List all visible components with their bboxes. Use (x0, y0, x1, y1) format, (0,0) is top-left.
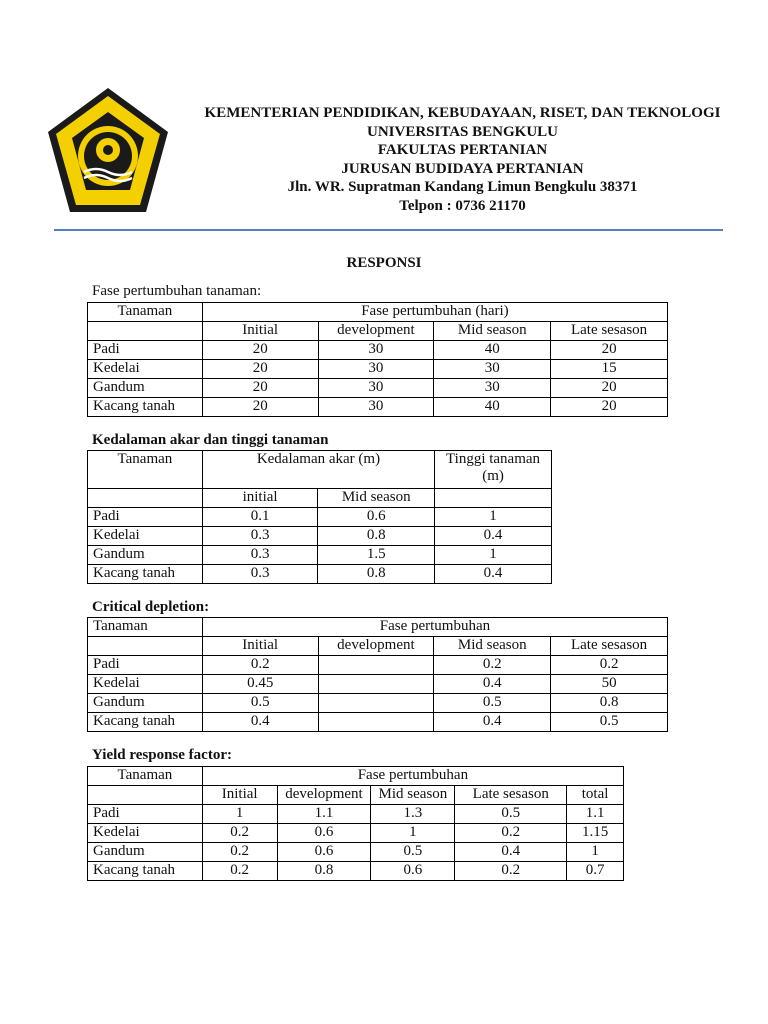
group-header: Fase pertumbuhan (202, 767, 623, 786)
crop-name: Kedelai (88, 360, 203, 379)
column-header: Tanaman (88, 303, 203, 322)
table-cell: 1 (202, 805, 277, 824)
group-header: Fase pertumbuhan (202, 618, 667, 637)
table-cell: 0.4 (202, 713, 318, 732)
table-cell: 0.4 (435, 565, 552, 584)
table-cell: 0.2 (455, 824, 567, 843)
table-cell: 0.6 (371, 862, 455, 881)
table-cell: 0.5 (551, 713, 668, 732)
group-header: Kedalaman akar (m) (202, 451, 434, 489)
table-cell: 0.2 (202, 862, 277, 881)
crop-name: Kedelai (88, 675, 203, 694)
sub-header: development (277, 786, 371, 805)
sub-header: Late sesason (551, 637, 668, 656)
phone: Telpon : 0736 21170 (399, 197, 526, 214)
table-row (88, 862, 624, 881)
table-cell: 1 (435, 508, 552, 527)
crop-name: Padi (88, 656, 203, 675)
table-cell: 0.2 (434, 656, 551, 675)
height-header-line2: (m) (482, 468, 504, 484)
table-cell: 0.4 (434, 675, 551, 694)
table-row (88, 713, 668, 732)
table-cell: 0.2 (202, 843, 277, 862)
university-logo (44, 86, 172, 220)
table1-title: Fase pertumbuhan tanaman: (92, 283, 262, 299)
crop-name: Padi (88, 341, 203, 360)
table-cell: 0.6 (277, 843, 371, 862)
address: Jln. WR. Supratman Kandang Limun Bengkulu 38371 (287, 179, 638, 196)
sub-header: total (567, 786, 624, 805)
table-cell (318, 675, 434, 694)
table-cell: 40 (434, 341, 551, 360)
table-cell: 0.3 (202, 546, 318, 565)
table-cell: 30 (318, 379, 434, 398)
crop-name: Kedelai (88, 527, 203, 546)
table-row (88, 379, 668, 398)
growth-phase-table (87, 302, 668, 417)
empty-cell (435, 489, 552, 508)
sub-header: Initial (202, 786, 277, 805)
table-row (88, 565, 552, 584)
table-cell: 30 (318, 360, 434, 379)
table-row (88, 637, 668, 656)
table-row (88, 805, 624, 824)
table-row (88, 843, 624, 862)
table-cell: 0.5 (202, 694, 318, 713)
table-cell: 1.1 (567, 805, 624, 824)
university-name: UNIVERSITAS BENGKULU (366, 123, 558, 140)
table-cell: 20 (202, 341, 318, 360)
column-header: Tanaman (88, 767, 203, 786)
table-cell: 0.8 (318, 565, 435, 584)
table-cell: 1.5 (318, 546, 435, 565)
table-cell: 0.3 (202, 527, 318, 546)
table-cell: 0.1 (202, 508, 318, 527)
table-cell (318, 656, 434, 675)
table-cell: 30 (318, 398, 434, 417)
letterhead-divider (54, 229, 723, 231)
column-header: Tanaman (88, 451, 203, 489)
crop-name: Padi (88, 508, 203, 527)
table-cell: 30 (434, 360, 551, 379)
table-cell: 0.2 (202, 656, 318, 675)
sub-header: Mid season (434, 637, 551, 656)
column-header: Tanaman (88, 618, 203, 637)
empty-cell (88, 786, 203, 805)
table-cell: 15 (551, 360, 668, 379)
table-cell: 0.8 (277, 862, 371, 881)
sub-header: Mid season (318, 489, 435, 508)
letterhead (180, 104, 745, 216)
crop-name: Kacang tanah (88, 565, 203, 584)
sub-header: Mid season (371, 786, 455, 805)
table-row (88, 767, 624, 786)
table-cell: 40 (434, 398, 551, 417)
crop-name: Kacang tanah (88, 862, 203, 881)
crop-name: Kedelai (88, 824, 203, 843)
sub-header: Late sesason (455, 786, 567, 805)
table-cell: 0.8 (318, 527, 435, 546)
table-row (88, 656, 668, 675)
height-header-line1: Tinggi tanaman (446, 451, 541, 467)
table-cell: 1 (371, 824, 455, 843)
table-cell: 0.6 (318, 508, 435, 527)
table-cell: 1.3 (371, 805, 455, 824)
table-cell: 0.8 (551, 694, 668, 713)
table-cell: 0.4 (435, 527, 552, 546)
table-cell: 0.2 (551, 656, 668, 675)
table-row (88, 675, 668, 694)
sub-header: development (318, 637, 434, 656)
sub-header: initial (202, 489, 318, 508)
ministry-name: KEMENTERIAN PENDIDIKAN, KEBUDAYAAN, RISET, DAN TEKNOLOGI (204, 105, 721, 121)
table-row (88, 618, 668, 637)
table-cell: 0.5 (455, 805, 567, 824)
table3-title: Critical depletion: (92, 599, 210, 615)
table-cell: 30 (318, 341, 434, 360)
faculty-name: FAKULTAS PERTANIAN (377, 142, 548, 159)
table-cell: 0.5 (371, 843, 455, 862)
table-cell: 0.4 (455, 843, 567, 862)
table-cell: 50 (551, 675, 668, 694)
sub-header: development (318, 322, 434, 341)
crop-name: Kacang tanah (88, 713, 203, 732)
table-cell (318, 694, 434, 713)
crop-name: Gandum (88, 694, 203, 713)
table-cell: 1 (567, 843, 624, 862)
table-row (88, 694, 668, 713)
table-cell: 1 (435, 546, 552, 565)
table2-title: Kedalaman akar dan tinggi tanaman (92, 432, 329, 448)
root-depth-table (87, 450, 552, 584)
sub-header: Late sesason (551, 322, 668, 341)
table-cell: 20 (551, 398, 668, 417)
table-row (88, 451, 552, 489)
table-row (88, 489, 552, 508)
table-row (88, 527, 552, 546)
table-cell: 0.3 (202, 565, 318, 584)
table-row (88, 341, 668, 360)
table-cell: 30 (434, 379, 551, 398)
table-row (88, 398, 668, 417)
table-cell: 20 (202, 398, 318, 417)
table-cell: 0.6 (277, 824, 371, 843)
table-cell: 0.2 (455, 862, 567, 881)
sub-header: Initial (202, 637, 318, 656)
table-row (88, 303, 668, 322)
table-cell: 20 (551, 379, 668, 398)
table-cell: 0.4 (434, 713, 551, 732)
table-row (88, 824, 624, 843)
table-cell: 0.7 (567, 862, 624, 881)
table-cell: 1.1 (277, 805, 371, 824)
crop-name: Gandum (88, 379, 203, 398)
table-cell: 20 (202, 379, 318, 398)
empty-cell (88, 322, 203, 341)
table-cell: 0.2 (202, 824, 277, 843)
crop-name: Kacang tanah (88, 398, 203, 417)
table-row (88, 322, 668, 341)
table4-title: Yield response factor: (92, 747, 232, 763)
height-header (435, 451, 552, 489)
table-row (88, 360, 668, 379)
table-row (88, 508, 552, 527)
department-name: JURUSAN BUDIDAYA PERTANIAN (341, 160, 584, 177)
crop-name: Padi (88, 805, 203, 824)
table-cell: 0.5 (434, 694, 551, 713)
empty-cell (88, 489, 203, 508)
crop-name: Gandum (88, 843, 203, 862)
table-cell: 1.15 (567, 824, 624, 843)
table-cell: 20 (551, 341, 668, 360)
table-row (88, 786, 624, 805)
sub-header: Mid season (434, 322, 551, 341)
empty-cell (88, 637, 203, 656)
table-cell: 20 (202, 360, 318, 379)
yield-response-table (87, 766, 624, 881)
sub-header: Initial (202, 322, 318, 341)
crop-name: Gandum (88, 546, 203, 565)
table-cell: 0.45 (202, 675, 318, 694)
table-row (88, 546, 552, 565)
table-cell (318, 713, 434, 732)
critical-depletion-table (87, 617, 668, 732)
document-title: RESPONSI (346, 255, 422, 271)
group-header: Fase pertumbuhan (hari) (202, 303, 667, 322)
